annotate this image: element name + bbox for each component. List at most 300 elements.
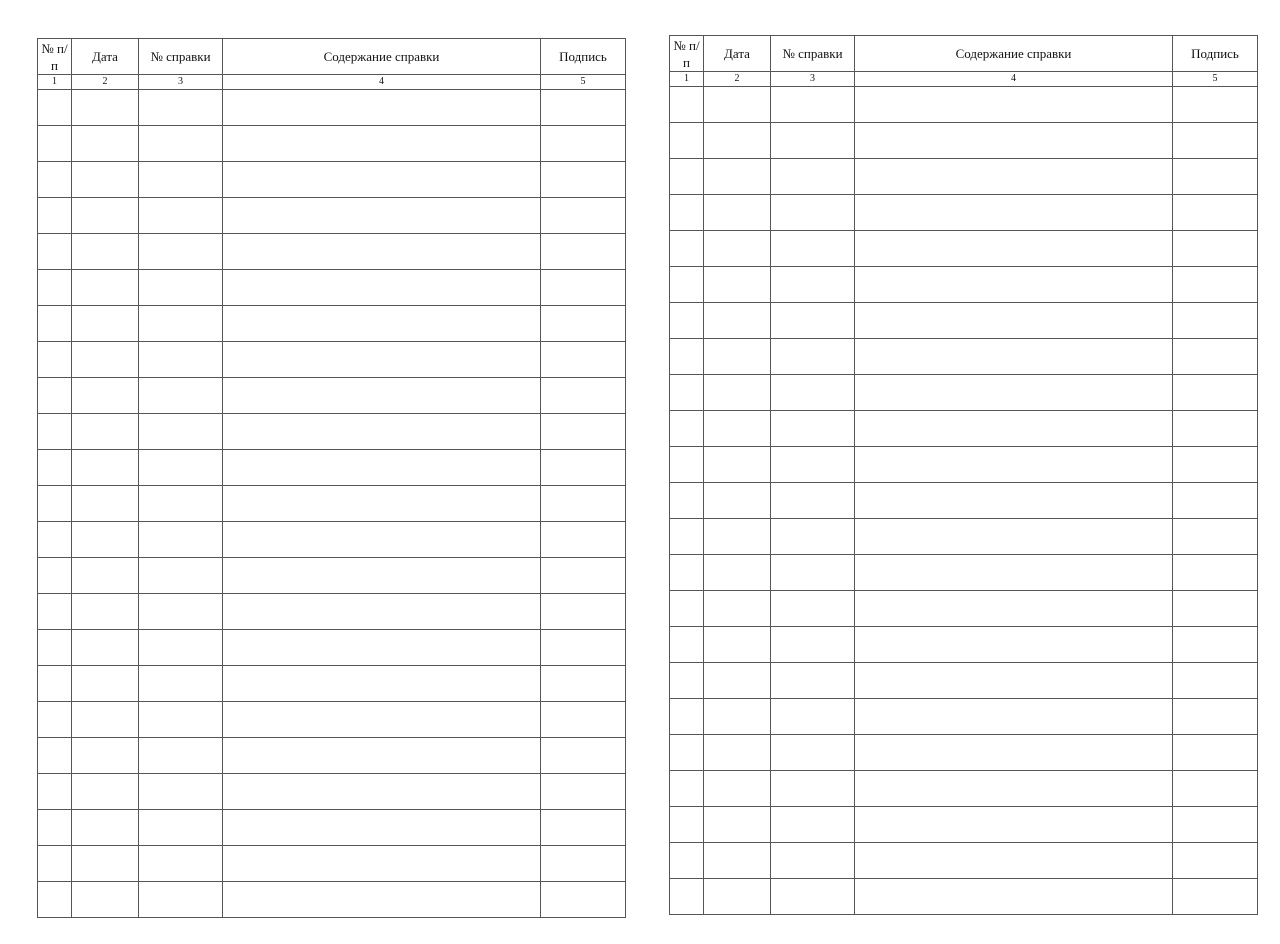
table-row xyxy=(38,630,626,666)
column-number: 5 xyxy=(541,75,626,90)
cell-signature xyxy=(541,738,626,774)
cell-content xyxy=(223,198,541,234)
table-row xyxy=(38,666,626,702)
cell-content xyxy=(223,270,541,306)
table-row xyxy=(670,159,1258,195)
column-number: 2 xyxy=(704,72,771,87)
cell-date xyxy=(72,846,139,882)
cell-date xyxy=(72,738,139,774)
cell-date xyxy=(704,267,771,303)
cell-num xyxy=(38,810,72,846)
cell-content xyxy=(223,414,541,450)
table-row xyxy=(38,234,626,270)
cell-ref-no xyxy=(771,87,855,123)
cell-content xyxy=(855,735,1173,771)
column-number: 1 xyxy=(670,72,704,87)
cell-content xyxy=(855,807,1173,843)
cell-date xyxy=(704,843,771,879)
cell-ref-no xyxy=(771,699,855,735)
cell-num xyxy=(670,267,704,303)
header-row xyxy=(38,39,626,75)
cell-ref-no xyxy=(771,627,855,663)
cell-num xyxy=(670,555,704,591)
cell-ref-no xyxy=(771,267,855,303)
table-row xyxy=(670,303,1258,339)
cell-content xyxy=(223,810,541,846)
cell-ref-no xyxy=(771,375,855,411)
header-num: № п/п xyxy=(670,36,704,72)
header-signature: Подпись xyxy=(541,39,626,75)
cell-content xyxy=(855,303,1173,339)
table-row xyxy=(670,123,1258,159)
cell-date xyxy=(72,450,139,486)
cell-date xyxy=(704,663,771,699)
cell-content xyxy=(223,702,541,738)
cell-ref-no xyxy=(139,486,223,522)
cell-content xyxy=(855,447,1173,483)
cell-num xyxy=(38,558,72,594)
cell-num xyxy=(38,774,72,810)
cell-content xyxy=(855,267,1173,303)
cell-num xyxy=(38,90,72,126)
cell-date xyxy=(704,519,771,555)
cell-num xyxy=(38,450,72,486)
table-row xyxy=(670,411,1258,447)
table-row xyxy=(38,810,626,846)
cell-ref-no xyxy=(139,450,223,486)
cell-ref-no xyxy=(139,882,223,918)
register-body xyxy=(38,90,626,918)
cell-ref-no xyxy=(139,198,223,234)
cell-signature xyxy=(541,234,626,270)
cell-signature xyxy=(541,270,626,306)
cell-date xyxy=(704,195,771,231)
cell-content xyxy=(855,123,1173,159)
cell-date xyxy=(704,231,771,267)
cell-ref-no xyxy=(771,123,855,159)
cell-num xyxy=(38,378,72,414)
cell-signature xyxy=(1173,195,1258,231)
cell-num xyxy=(38,702,72,738)
column-number: 4 xyxy=(223,75,541,90)
cell-content xyxy=(223,486,541,522)
cell-signature xyxy=(1173,339,1258,375)
table-row xyxy=(38,594,626,630)
cell-ref-no xyxy=(771,159,855,195)
cell-signature xyxy=(1173,375,1258,411)
cell-num xyxy=(38,594,72,630)
cell-content xyxy=(223,594,541,630)
cell-signature xyxy=(1173,699,1258,735)
cell-num xyxy=(38,198,72,234)
cell-num xyxy=(38,270,72,306)
cell-date xyxy=(704,303,771,339)
cell-signature xyxy=(541,666,626,702)
cell-content xyxy=(223,450,541,486)
cell-signature xyxy=(1173,843,1258,879)
register-page-left xyxy=(37,38,625,918)
cell-ref-no xyxy=(139,162,223,198)
cell-content xyxy=(223,630,541,666)
cell-date xyxy=(704,555,771,591)
table-row xyxy=(670,483,1258,519)
cell-ref-no xyxy=(771,555,855,591)
table-row xyxy=(38,450,626,486)
cell-content xyxy=(223,126,541,162)
cell-date xyxy=(704,735,771,771)
cell-num xyxy=(670,519,704,555)
table-row xyxy=(670,375,1258,411)
header-content: Содержание справки xyxy=(855,36,1173,72)
cell-num xyxy=(38,414,72,450)
table-row xyxy=(670,771,1258,807)
cell-date xyxy=(704,411,771,447)
cell-signature xyxy=(541,702,626,738)
column-number: 3 xyxy=(139,75,223,90)
cell-date xyxy=(72,522,139,558)
table-row xyxy=(670,555,1258,591)
cell-num xyxy=(670,663,704,699)
cell-signature xyxy=(1173,519,1258,555)
cell-date xyxy=(72,486,139,522)
table-row xyxy=(38,162,626,198)
cell-signature xyxy=(1173,555,1258,591)
cell-num xyxy=(670,195,704,231)
cell-num xyxy=(670,87,704,123)
cell-date xyxy=(704,483,771,519)
header-date: Дата xyxy=(704,36,771,72)
cell-num xyxy=(670,699,704,735)
cell-content xyxy=(223,882,541,918)
cell-signature xyxy=(541,450,626,486)
cell-signature xyxy=(1173,123,1258,159)
cell-date xyxy=(704,699,771,735)
cell-signature xyxy=(541,522,626,558)
cell-ref-no xyxy=(139,846,223,882)
cell-ref-no xyxy=(771,411,855,447)
cell-signature xyxy=(541,198,626,234)
cell-num xyxy=(38,666,72,702)
cell-num xyxy=(670,123,704,159)
column-number: 5 xyxy=(1173,72,1258,87)
cell-ref-no xyxy=(771,195,855,231)
cell-num xyxy=(670,411,704,447)
table-row xyxy=(38,378,626,414)
cell-num xyxy=(670,591,704,627)
cell-num xyxy=(670,771,704,807)
table-row xyxy=(38,702,626,738)
cell-date xyxy=(72,630,139,666)
cell-num xyxy=(38,882,72,918)
cell-signature xyxy=(1173,411,1258,447)
column-number: 2 xyxy=(72,75,139,90)
cell-ref-no xyxy=(139,414,223,450)
cell-content xyxy=(855,555,1173,591)
header-ref-no: № справки xyxy=(771,36,855,72)
register-table xyxy=(37,38,626,918)
cell-num xyxy=(38,162,72,198)
cell-ref-no xyxy=(139,234,223,270)
cell-content xyxy=(223,234,541,270)
header-date: Дата xyxy=(72,39,139,75)
cell-date xyxy=(72,90,139,126)
table-row xyxy=(670,339,1258,375)
cell-content xyxy=(855,879,1173,915)
cell-content xyxy=(223,738,541,774)
cell-content xyxy=(855,627,1173,663)
cell-signature xyxy=(1173,303,1258,339)
table-row xyxy=(38,126,626,162)
cell-ref-no xyxy=(771,879,855,915)
cell-content xyxy=(855,699,1173,735)
cell-ref-no xyxy=(139,774,223,810)
table-row xyxy=(670,807,1258,843)
cell-date xyxy=(72,342,139,378)
cell-date xyxy=(704,87,771,123)
cell-signature xyxy=(1173,87,1258,123)
cell-signature xyxy=(541,90,626,126)
table-row xyxy=(670,195,1258,231)
cell-num xyxy=(670,735,704,771)
cell-num xyxy=(670,303,704,339)
cell-date xyxy=(72,270,139,306)
cell-date xyxy=(704,123,771,159)
cell-date xyxy=(704,879,771,915)
cell-signature xyxy=(1173,663,1258,699)
cell-signature xyxy=(541,486,626,522)
table-row xyxy=(670,231,1258,267)
cell-date xyxy=(72,234,139,270)
cell-signature xyxy=(1173,231,1258,267)
header-row xyxy=(670,36,1258,72)
cell-signature xyxy=(1173,267,1258,303)
cell-ref-no xyxy=(771,303,855,339)
table-row xyxy=(670,519,1258,555)
cell-date xyxy=(72,702,139,738)
cell-num xyxy=(670,879,704,915)
cell-ref-no xyxy=(771,663,855,699)
cell-num xyxy=(38,126,72,162)
cell-signature xyxy=(541,414,626,450)
table-row xyxy=(38,198,626,234)
table-row xyxy=(38,270,626,306)
cell-content xyxy=(855,519,1173,555)
cell-content xyxy=(223,774,541,810)
cell-signature xyxy=(1173,447,1258,483)
table-row xyxy=(670,87,1258,123)
cell-date xyxy=(72,306,139,342)
register-page-right xyxy=(669,35,1257,915)
cell-content xyxy=(855,771,1173,807)
cell-signature xyxy=(541,162,626,198)
cell-ref-no xyxy=(771,771,855,807)
table-row xyxy=(38,774,626,810)
cell-date xyxy=(704,591,771,627)
table-row xyxy=(670,267,1258,303)
cell-content xyxy=(855,663,1173,699)
cell-signature xyxy=(541,774,626,810)
cell-num xyxy=(38,738,72,774)
table-row xyxy=(670,699,1258,735)
cell-ref-no xyxy=(771,843,855,879)
cell-date xyxy=(704,627,771,663)
cell-ref-no xyxy=(139,90,223,126)
cell-num xyxy=(670,447,704,483)
cell-date xyxy=(72,414,139,450)
table-row xyxy=(38,558,626,594)
cell-num xyxy=(670,375,704,411)
cell-signature xyxy=(541,846,626,882)
cell-num xyxy=(38,342,72,378)
cell-date xyxy=(704,159,771,195)
table-row xyxy=(38,414,626,450)
cell-content xyxy=(855,159,1173,195)
table-row xyxy=(38,342,626,378)
cell-num xyxy=(670,159,704,195)
cell-ref-no xyxy=(139,558,223,594)
cell-content xyxy=(223,378,541,414)
cell-ref-no xyxy=(771,807,855,843)
table-row xyxy=(38,846,626,882)
cell-num xyxy=(38,306,72,342)
cell-date xyxy=(704,375,771,411)
cell-signature xyxy=(541,594,626,630)
cell-date xyxy=(704,807,771,843)
cell-content xyxy=(223,846,541,882)
cell-signature xyxy=(1173,771,1258,807)
cell-date xyxy=(72,666,139,702)
table-row xyxy=(38,522,626,558)
cell-ref-no xyxy=(771,735,855,771)
cell-date xyxy=(72,162,139,198)
cell-ref-no xyxy=(139,594,223,630)
cell-date xyxy=(704,771,771,807)
cell-ref-no xyxy=(771,519,855,555)
cell-ref-no xyxy=(139,126,223,162)
table-row xyxy=(38,882,626,918)
cell-date xyxy=(704,339,771,375)
cell-ref-no xyxy=(139,666,223,702)
column-number: 3 xyxy=(771,72,855,87)
cell-date xyxy=(72,810,139,846)
cell-signature xyxy=(1173,807,1258,843)
cell-date xyxy=(72,594,139,630)
register-table xyxy=(669,35,1258,915)
header-ref-no: № справки xyxy=(139,39,223,75)
column-number-row xyxy=(670,72,1258,87)
cell-signature xyxy=(541,558,626,594)
cell-ref-no xyxy=(139,522,223,558)
cell-content xyxy=(855,87,1173,123)
cell-num xyxy=(670,627,704,663)
cell-date xyxy=(72,558,139,594)
cell-content xyxy=(223,306,541,342)
cell-ref-no xyxy=(139,630,223,666)
cell-signature xyxy=(1173,159,1258,195)
cell-date xyxy=(72,882,139,918)
cell-signature xyxy=(541,306,626,342)
cell-signature xyxy=(1173,879,1258,915)
cell-signature xyxy=(1173,627,1258,663)
cell-date xyxy=(704,447,771,483)
cell-ref-no xyxy=(771,591,855,627)
cell-num xyxy=(670,843,704,879)
cell-content xyxy=(223,90,541,126)
cell-content xyxy=(855,231,1173,267)
table-row xyxy=(38,306,626,342)
header-num: № п/п xyxy=(38,39,72,75)
table-row xyxy=(38,486,626,522)
table-row xyxy=(670,843,1258,879)
cell-ref-no xyxy=(139,378,223,414)
table-row xyxy=(670,735,1258,771)
cell-content xyxy=(855,483,1173,519)
cell-signature xyxy=(541,810,626,846)
cell-num xyxy=(38,522,72,558)
cell-content xyxy=(223,666,541,702)
cell-num xyxy=(38,234,72,270)
cell-signature xyxy=(541,342,626,378)
table-row xyxy=(670,663,1258,699)
cell-content xyxy=(223,162,541,198)
cell-num xyxy=(38,846,72,882)
cell-content xyxy=(855,339,1173,375)
cell-ref-no xyxy=(139,702,223,738)
cell-num xyxy=(38,486,72,522)
cell-ref-no xyxy=(771,483,855,519)
cell-num xyxy=(670,339,704,375)
cell-signature xyxy=(1173,483,1258,519)
cell-content xyxy=(223,342,541,378)
cell-content xyxy=(223,522,541,558)
cell-content xyxy=(855,195,1173,231)
cell-date xyxy=(72,198,139,234)
cell-ref-no xyxy=(139,342,223,378)
cell-num xyxy=(670,807,704,843)
cell-date xyxy=(72,774,139,810)
header-content: Содержание справки xyxy=(223,39,541,75)
cell-num xyxy=(670,231,704,267)
cell-ref-no xyxy=(139,306,223,342)
cell-signature xyxy=(1173,591,1258,627)
cell-date xyxy=(72,378,139,414)
cell-signature xyxy=(541,126,626,162)
cell-date xyxy=(72,126,139,162)
cell-num xyxy=(670,483,704,519)
cell-content xyxy=(855,591,1173,627)
header-signature: Подпись xyxy=(1173,36,1258,72)
cell-signature xyxy=(541,882,626,918)
cell-ref-no xyxy=(139,738,223,774)
table-row xyxy=(670,879,1258,915)
column-number: 1 xyxy=(38,75,72,90)
table-row xyxy=(670,591,1258,627)
column-number-row xyxy=(38,75,626,90)
column-number: 4 xyxy=(855,72,1173,87)
cell-content xyxy=(223,558,541,594)
cell-ref-no xyxy=(139,270,223,306)
cell-content xyxy=(855,843,1173,879)
cell-ref-no xyxy=(139,810,223,846)
cell-signature xyxy=(541,378,626,414)
table-row xyxy=(38,738,626,774)
cell-ref-no xyxy=(771,447,855,483)
table-row xyxy=(670,627,1258,663)
cell-num xyxy=(38,630,72,666)
cell-signature xyxy=(1173,735,1258,771)
cell-ref-no xyxy=(771,231,855,267)
register-body xyxy=(670,87,1258,915)
